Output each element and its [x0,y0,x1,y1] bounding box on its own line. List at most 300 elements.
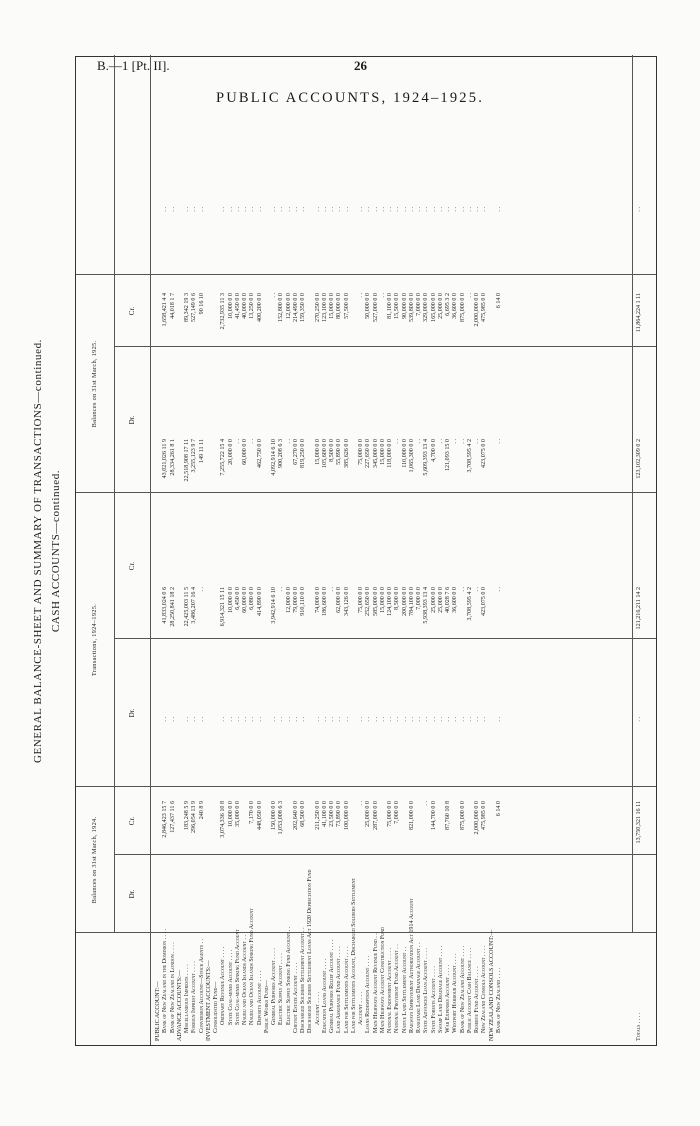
cell-dr-1924: 202,640 0 0 [292,801,299,830]
cell-cr-1924: . . [242,717,248,722]
cell-cr-1925: . . [278,207,285,212]
cell-cr-1924: . . [372,717,379,722]
cell-dr-1925: 80,000 0 0 [336,293,343,319]
table-row [155,55,162,1045]
cell-cr-transactions: . . [452,439,459,444]
table-row [307,55,314,1045]
cell-cr-transactions: 105,600 0 0 [321,439,328,468]
cell-cr-1925: . . [430,207,437,212]
cell-dr-transactions: . . [459,587,466,592]
table-row [206,55,213,1045]
cell-dr-1924: 3,074,336 10 8 [220,801,227,838]
totals-cr-transactions: 123,102,309 0 2 [636,439,642,479]
cell-dr-1925: 6 14 0 [495,293,502,309]
table-row [438,55,445,1045]
cell-dr-transactions: 6,450 0 0 [234,587,241,610]
table-row [336,55,343,1045]
cell-cr-1924: . . [336,717,343,722]
totals-cr-1925: . . [636,207,642,212]
cell-dr-transactions: 3,486,207 16 4 [191,587,198,624]
cell-dr-1924: 41,100 0 0 [321,801,328,827]
cell-cr-1925: . . [358,207,364,212]
row-label: Swamp Land Drainage Account . . . . [437,945,444,1033]
cell-dr-1925: 36,600 0 0 [452,293,459,319]
cell-dr-1925: 159,350 0 0 [300,293,306,322]
cell-cr-1924: . . [495,717,502,722]
cell-dr-transactions: 6,914,321 15 11 [220,587,227,627]
cell-cr-transactions: 60,000 0 0 [242,439,248,465]
cell-cr-transactions: . . [416,439,422,444]
table-row [162,55,169,1045]
cell-cr-1925: . . [387,207,393,212]
cell-dr-transactions: 62,000 0 0 [336,587,343,613]
cell-cr-1924: . . [256,717,263,722]
cell-dr-1925: 400,200 0 0 [256,293,263,322]
cell-cr-1925: . . [198,207,205,212]
col-dr-transactions: Dr. [128,708,136,718]
cell-dr-transactions: 124,100 0 0 [387,587,393,616]
cell-cr-transactions: 1,065,300 0 0 [408,439,415,473]
cell-cr-1924: . . [416,717,422,722]
report-reference: B.—1 [Pt. II]. [97,58,170,73]
cell-dr-1924: 127,437 11 6 [169,801,176,833]
cell-dr-transactions: . . [198,587,205,592]
row-label: Native Land Settlement Account . . [401,946,408,1033]
cell-cr-1924: . . [184,717,190,722]
row-label: Discharged Soldiers Settlement Account . . [300,927,306,1033]
cell-cr-1924: . . [162,717,169,722]
cell-cr-transactions: . . [394,439,401,444]
cell-cr-transactions: 462,750 0 0 [256,439,263,468]
row-label: PUBLIC ACCOUNT:— [155,981,161,1041]
cell-cr-transactions: 5,609,393 13 4 [423,439,430,476]
cell-cr-1924: . . [227,717,234,722]
cell-dr-1925: . . [358,293,364,298]
group-header-transactions: Transactions, 1924–1925. [91,603,98,677]
table-body [155,55,503,1045]
table-row [235,55,242,1045]
cell-cr-1925: . . [474,207,480,212]
cell-dr-1925: 25,000 0 0 [437,293,444,319]
cell-dr-1924: 35,000 0 0 [234,801,241,827]
table-subtitle: CASH ACCOUNTS—continued. [50,469,62,633]
cell-cr-transactions: 22,518,908 17 11 [184,439,190,482]
group-header-1924: Balances on 31st March, 1924. [91,816,98,904]
cell-cr-1924: . . [321,717,328,722]
cell-dr-1924: 25,000 0 0 [365,801,372,827]
cell-cr-1925: . . [162,207,169,212]
cell-cr-1925: . . [437,207,444,212]
row-label: State Coal-mines Sinking Fund Account [234,929,241,1025]
cell-cr-1925: . . [394,207,401,212]
table-row [228,55,235,1045]
header-rule [150,55,151,1045]
table-row [431,55,438,1045]
table-row [489,55,496,1045]
cell-dr-1925: 57,500 0 0 [343,293,350,319]
cell-cr-transactions: 67,270 0 0 [292,439,299,465]
totals-dr-1924: 13,750,321 16 11 [636,801,642,844]
cell-dr-1925: 329,000 0 0 [423,293,430,322]
row-label: Foreign Imprest Account . . . . [191,961,198,1033]
row-label: Land for Settlements Account . . . . [343,946,350,1033]
table-row [257,55,264,1045]
cell-cr-transactions: . . [474,439,480,444]
cell-cr-1925: . . [336,207,343,212]
row-label: New Zealand Consols Account . . . . [481,945,488,1033]
table-row [387,55,394,1045]
row-label: Public Works Fund— [263,980,270,1033]
row-label: Education Loans Account . . . . [321,958,328,1033]
table-row [365,55,372,1045]
cell-dr-transactions: 252,650 0 0 [365,587,372,616]
cell-cr-1924: . . [314,717,321,722]
cell-dr-transactions: 12,000 0 0 [285,587,292,613]
col-cr-1924: Cr. [128,816,136,826]
cell-cr-transactions: 423,075 0 0 [481,439,488,468]
cell-dr-1925: 527,000 0 0 [372,293,379,322]
cell-cr-1924: . . [358,717,364,722]
cell-cr-1925: . . [416,207,422,212]
cell-cr-transactions: . . [285,439,292,444]
cell-cr-1924: . . [430,717,437,722]
cell-cr-transactions: 43,021,026 11 9 [162,439,169,479]
cell-dr-1924: . . [423,801,430,806]
table-row [286,55,293,1045]
cell-dr-transactions: 25,000 0 0 [430,587,437,613]
cell-dr-transactions: 5,938,393 13 4 [423,587,430,624]
cell-dr-transactions: 15,000 0 0 [379,587,386,613]
cell-dr-transactions: 7,000 0 0 [416,587,422,610]
cell-cr-1924: . . [387,717,393,722]
cell-cr-1925: . . [495,207,502,212]
balance-sheet-table [75,56,657,1046]
cell-dr-1924: 2,000,000 0 0 [474,801,480,835]
row-label: National Provident Fund Account . . [394,944,401,1033]
table-row [315,55,322,1045]
table-row [271,55,278,1045]
row-label: Railways Improvement Authorization Act 1914 Account [408,898,415,1033]
cell-cr-1924: . . [445,717,451,722]
cell-cr-1925: . . [321,207,328,212]
cell-cr-transactions: 118,000 0 0 [387,439,393,468]
cell-dr-1924: 2,846,423 15 7 [162,801,169,838]
cell-dr-transactions: 60,000 0 0 [242,587,248,613]
cell-dr-transactions: 10,000 0 0 [227,587,234,613]
cell-cr-1924: . . [459,717,466,722]
table-row [242,55,249,1045]
cell-dr-1925: . . [466,293,473,298]
cell-cr-transactions: 819,250 0 0 [300,439,306,468]
totals-label: Totals . . . . [636,1012,642,1041]
table-row [373,55,380,1045]
row-label: General Purposes Account . . . . [271,948,277,1025]
cell-cr-1925: . . [256,207,263,212]
cell-dr-transactions: 784,100 0 0 [408,587,415,616]
row-label: ADVANCE ACCOUNTS:— [176,970,183,1041]
cell-dr-1925: 13,250 0 0 [249,293,256,319]
row-label: Electric Supply Account . . . . [278,953,285,1025]
cell-cr-1925: . . [285,207,292,212]
table-row [380,55,387,1045]
cell-dr-1924: 7,170 0 0 [249,801,256,824]
col-dr-1925: Dr. [128,415,136,425]
cell-dr-1924: 6 14 0 [495,801,502,817]
cell-dr-1924: 87,760 10 8 [445,801,451,830]
row-label: Account . . . . [314,991,321,1025]
row-label: Land for Settlements Account, Discharged Soldiers Settlement [350,877,357,1033]
cell-dr-1925: 2,732,935 11 3 [220,293,227,330]
cell-cr-transactions: 345,000 0 0 [372,439,379,468]
cell-cr-transactions: 28,334,261 8 1 [169,439,176,476]
cell-dr-1925: 527,149 0 6 [191,293,198,322]
cell-dr-1925: 6,695 3 2 [445,293,451,316]
table-row [199,55,206,1045]
cell-cr-transactions: 385,626 0 0 [343,439,350,468]
cell-cr-transactions: 900,208 6 3 [278,439,285,468]
cell-cr-1925: . . [481,207,488,212]
row-label: Consolidated Fund— [213,981,219,1033]
table-row [351,55,358,1045]
table-row [278,55,285,1045]
cell-dr-1925: 214,490 0 0 [292,293,299,322]
row-label: INVESTMENT ACCOUNTS:— [205,960,212,1041]
cell-cr-transactions: 75,000 0 0 [358,439,364,465]
cell-cr-transactions: 4,092,914 6 10 [271,439,277,476]
cell-cr-transactions: . . [495,439,502,444]
cell-dr-1925: 81,100 0 0 [387,293,393,319]
cell-cr-1924: . . [278,717,285,722]
cell-cr-transactions: 20,000 0 0 [227,439,234,465]
row-label: State Coal-mines Account . . . . [227,949,234,1025]
row-label: State Forests Account . . . . [430,966,437,1033]
cell-cr-1924: . . [423,717,430,722]
cell-cr-transactions: . . [437,439,444,444]
table-row [322,55,329,1045]
cell-cr-1924: . . [343,717,350,722]
cell-dr-transactions: 8,500 0 0 [394,587,401,610]
row-label: Bank of New Zealand in the Dominion . . . . [162,928,169,1033]
table-row [416,55,423,1045]
cell-dr-1925: 539,800 0 0 [408,293,415,322]
cell-cr-1925: . . [184,207,190,212]
cell-dr-1925: 12,000 0 0 [285,293,292,319]
row-label: Land Assurance Fund Account . . . . [336,946,343,1033]
cell-cr-1925: . . [401,207,408,212]
cell-cr-1924: . . [285,717,292,722]
cell-dr-1925: 152,800 0 0 [278,293,285,322]
cell-cr-1924: . . [234,717,241,722]
cell-dr-1925: 270,250 0 0 [314,293,321,322]
cell-cr-1925: . . [242,207,248,212]
cell-dr-1924: 23,500 0 0 [329,801,335,827]
cell-dr-1924: 287,000 0 0 [372,801,379,830]
cell-dr-1925: 50,000 0 0 [365,293,372,319]
cell-cr-1925: . . [292,207,299,212]
row-label: Bank of New Zealand Account . . . . [459,945,466,1033]
cell-dr-1925: 2,000,000 0 0 [474,293,480,327]
cell-dr-1924: 475,985 0 0 [481,801,488,830]
cell-dr-transactions: 36,600 0 0 [452,587,459,613]
row-label: State Advances Loan Account . . . . [423,948,430,1033]
row-label: Main Highways Account Construction Fund [379,927,386,1033]
cell-cr-1925: . . [271,207,277,212]
table-row [358,55,365,1045]
table-title: GENERAL BALANCE-SHEET AND SUMMARY OF TRANSACTIONS—continued. [32,338,44,764]
cell-cr-1924: . . [401,717,408,722]
cell-dr-1924: 144,700 0 0 [430,801,437,830]
cell-cr-1925: . . [249,207,256,212]
totals-dr-1925: 11,864,224 1 11 [636,293,642,333]
table-row [409,55,416,1045]
cell-cr-1925: . . [452,207,459,212]
row-label: Reserve Fund Account . . . . [474,966,480,1033]
totals-cr-1924: . . [636,717,642,722]
table-row [249,55,256,1045]
cell-dr-1925: 90 16 10 [198,293,205,315]
totals-dr-transactions: 121,216,211 14 2 [636,587,642,630]
table-row [184,55,191,1045]
cell-cr-1925: . . [300,207,306,212]
cell-cr-1924: . . [300,717,306,722]
cell-dr-1925: 475,985 0 0 [481,293,488,322]
cell-cr-transactions: 110,000 0 0 [401,439,408,468]
cell-cr-1925: . . [314,207,321,212]
cell-dr-1925: 41,450 0 0 [234,293,241,319]
cell-cr-1925: . . [445,207,451,212]
cell-dr-transactions: 414,890 0 0 [256,587,263,616]
table-row [423,55,430,1045]
cell-dr-1925: 875,000 0 0 [459,293,466,322]
cell-cr-1924: . . [452,717,459,722]
cell-dr-transactions: 40,028 7 6 [445,587,451,613]
row-label: War Expenses Account . . . . [445,964,451,1033]
page-number: 26 [354,58,367,73]
cell-dr-transactions: 6,080 0 0 [249,587,256,610]
col-cr-1925: Cr. [128,306,136,316]
table-row [452,55,459,1045]
cell-cr-transactions: 3,708,595 4 2 [466,439,473,473]
cell-dr-transactions: 343,126 0 0 [343,587,350,616]
row-label: Westport Harbour Account . . . . [452,953,459,1033]
table-row [177,55,184,1045]
row-label: Bank of New Zealand . . . . [495,967,502,1033]
cell-cr-1925: . . [408,207,415,212]
row-label: Bank of New Zealand in London . . . . [169,942,176,1033]
cell-dr-1925: 15,500 0 0 [394,293,401,319]
cell-dr-1924: 448,050 0 0 [256,801,263,830]
row-label: Public Account Cash Balance . . . . [466,947,473,1033]
cell-cr-1924: . . [292,717,299,722]
cell-cr-transactions: 55,890 0 0 [336,439,343,465]
cell-cr-transactions: . . [234,439,241,444]
cell-dr-transactions: 28,250,841 18 2 [169,587,176,627]
cell-dr-transactions: . . [495,587,502,592]
cell-dr-transactions: 74,000 0 0 [314,587,321,613]
cell-dr-1925: . . [379,293,386,298]
row-label: General Purposes Relief Account . . . . [329,939,335,1033]
cell-cr-transactions: 15,000 0 0 [379,439,386,465]
cell-dr-1924: 296,054 13 9 [191,801,198,833]
cell-dr-transactions: 41,833,024 0 6 [162,587,169,624]
table-row [300,55,307,1045]
cell-dr-1924: 7,000 0 0 [394,801,401,824]
cell-dr-transactions: 25,000 0 0 [437,587,444,613]
cell-cr-1925: . . [329,207,335,212]
table-row [460,55,467,1045]
cell-cr-1924: . . [220,717,227,722]
cell-dr-transactions: 3,708,595 4 2 [466,587,473,621]
cell-dr-1924: . . [358,801,364,806]
row-label: Electric Supply Sinking Fund Account . . [285,926,292,1025]
table-row [264,55,271,1045]
cell-dr-1925: 90,000 0 0 [401,293,408,319]
cell-dr-transactions: 423,075 0 0 [481,587,488,616]
row-label: NEW ZEALAND CONSOLS ACCOUNT:— [488,929,495,1041]
cell-cr-1924: . . [169,717,176,722]
totals-rule [632,55,633,933]
cell-cr-1924: . . [466,717,473,722]
cell-cr-transactions: 4,700 0 0 [430,439,437,462]
row-label: Nauru and Ocean Islands Account . . [242,935,248,1025]
cell-cr-1924: . . [271,717,277,722]
cell-cr-1925: . . [365,207,372,212]
cell-cr-1924: . . [379,717,386,722]
cell-dr-1924: 821,000 0 0 [408,801,415,830]
cell-cr-1925: . . [343,207,350,212]
cell-dr-1924: 1,053,008 6 3 [278,801,285,835]
cell-dr-1925: 165,000 0 0 [430,293,437,322]
table-row [220,55,227,1045]
page-title: PUBLIC ACCOUNTS, 1924–1925. [215,90,485,106]
totals-row [636,55,643,1045]
cell-cr-1924: . . [481,717,488,722]
cell-cr-1925: . . [379,207,386,212]
cell-cr-1925: . . [191,207,198,212]
row-label: Ordinary Revenue Account . . . . [220,946,227,1025]
cell-dr-1924: 100,000 0 0 [343,801,350,830]
cell-dr-1925: 7,000 0 0 [416,293,422,316]
table-row [474,55,481,1045]
cell-cr-transactions: 227,650 0 0 [365,439,372,468]
cell-dr-1925: 123,100 0 0 [321,293,328,322]
cell-dr-1924: 68,500 0 0 [300,801,306,827]
cell-cr-1924: . . [198,717,205,722]
cell-dr-transactions: 200,000 0 0 [401,587,408,616]
cell-cr-1924: . . [437,717,444,722]
cell-dr-1924: 10,000 0 0 [227,801,234,827]
cell-cr-transactions: 149 11 11 [198,439,205,463]
table-row [170,55,177,1045]
cell-dr-1925: 44,018 1 7 [169,293,176,319]
cell-cr-1925: . . [459,207,466,212]
cell-cr-transactions: 7,255,722 15 4 [220,439,227,476]
col-cr-transactions: Cr. [128,561,136,571]
cell-cr-1924: . . [365,717,372,722]
cell-cr-1925: . . [220,207,227,212]
row-label: National Endowment Account . . . . [387,948,393,1033]
cell-dr-transactions: . . [474,587,480,592]
cell-dr-1924: 150,000 0 0 [271,801,277,830]
cell-cr-1924: . . [408,717,415,722]
cell-cr-1924: . . [191,717,198,722]
group-header-1925: Balances on 31st March, 1925. [91,340,98,428]
cell-dr-transactions: 22,425,003 11 5 [184,587,190,627]
table-row [293,55,300,1045]
cell-cr-1925: . . [466,207,473,212]
cell-dr-transactions: . . [329,587,335,592]
cell-cr-transactions: . . [459,439,466,444]
